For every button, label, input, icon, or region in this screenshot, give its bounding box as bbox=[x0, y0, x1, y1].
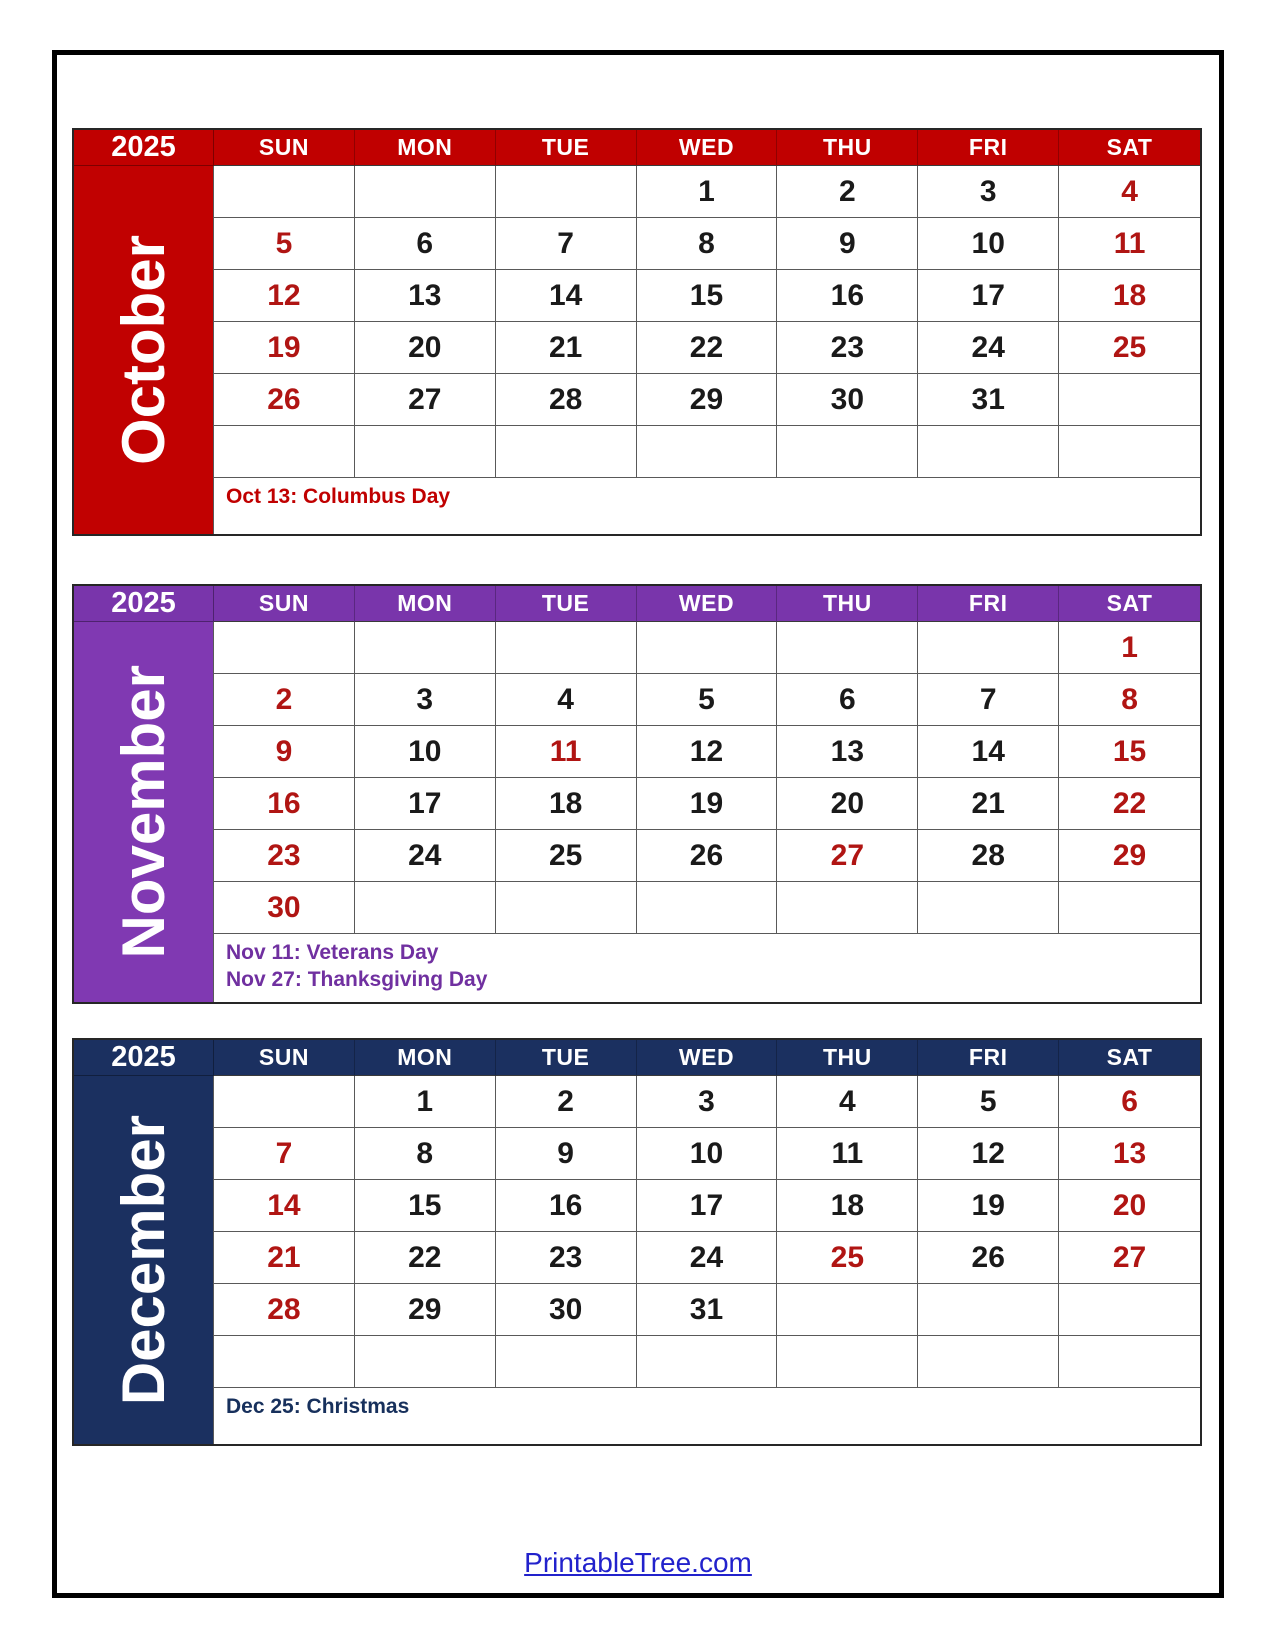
date-cell: 19 bbox=[918, 1180, 1059, 1232]
weekday-header-wed: WED bbox=[637, 586, 778, 622]
holiday-note: Nov 27: Thanksgiving Day bbox=[226, 968, 488, 991]
date-cell: 25 bbox=[496, 830, 637, 882]
date-cell: 26 bbox=[214, 374, 355, 426]
date-cell bbox=[355, 166, 496, 218]
date-cell: 17 bbox=[355, 778, 496, 830]
date-cell: 29 bbox=[355, 1284, 496, 1336]
date-cell: 4 bbox=[777, 1076, 918, 1128]
date-cell: 9 bbox=[777, 218, 918, 270]
date-cell bbox=[496, 1336, 637, 1388]
date-cell bbox=[214, 1336, 355, 1388]
date-cell: 21 bbox=[918, 778, 1059, 830]
date-cell bbox=[1059, 426, 1200, 478]
weekday-header-sun: SUN bbox=[214, 586, 355, 622]
date-cell: 7 bbox=[496, 218, 637, 270]
date-cell: 14 bbox=[214, 1180, 355, 1232]
date-cell: 1 bbox=[1059, 622, 1200, 674]
date-cell bbox=[1059, 1336, 1200, 1388]
date-cell: 30 bbox=[496, 1284, 637, 1336]
date-cell: 25 bbox=[1059, 322, 1200, 374]
month-label: November bbox=[109, 665, 177, 959]
date-cell: 2 bbox=[496, 1076, 637, 1128]
date-cell: 17 bbox=[918, 270, 1059, 322]
date-cell: 4 bbox=[496, 674, 637, 726]
date-cell: 18 bbox=[496, 778, 637, 830]
date-cell bbox=[1059, 1284, 1200, 1336]
weekday-header-tue: TUE bbox=[496, 130, 637, 166]
date-cell: 2 bbox=[214, 674, 355, 726]
year-label: 2025 bbox=[74, 586, 214, 622]
footer bbox=[57, 1547, 1219, 1579]
date-cell: 7 bbox=[214, 1128, 355, 1180]
date-cell: 6 bbox=[777, 674, 918, 726]
date-cell: 29 bbox=[637, 374, 778, 426]
date-cell bbox=[637, 426, 778, 478]
date-cell: 15 bbox=[637, 270, 778, 322]
holiday-notes bbox=[214, 1388, 1200, 1444]
weekday-header-sun: SUN bbox=[214, 1040, 355, 1076]
date-cell: 13 bbox=[1059, 1128, 1200, 1180]
date-cell: 19 bbox=[637, 778, 778, 830]
date-cell: 21 bbox=[496, 322, 637, 374]
date-cell: 16 bbox=[496, 1180, 637, 1232]
weekday-header-thu: THU bbox=[777, 586, 918, 622]
date-cell: 20 bbox=[1059, 1180, 1200, 1232]
weekday-header-mon: MON bbox=[355, 586, 496, 622]
holiday-note: Nov 11: Veterans Day bbox=[226, 941, 439, 964]
date-cell: 8 bbox=[355, 1128, 496, 1180]
date-cell: 10 bbox=[637, 1128, 778, 1180]
date-cell bbox=[777, 882, 918, 934]
date-cell bbox=[637, 622, 778, 674]
holiday-note: Dec 25: Christmas bbox=[226, 1395, 410, 1418]
date-cell bbox=[1059, 374, 1200, 426]
weekday-header-fri: FRI bbox=[918, 130, 1059, 166]
date-cell: 11 bbox=[1059, 218, 1200, 270]
footer-link[interactable]: PrintableTree.com bbox=[524, 1547, 752, 1578]
date-cell: 12 bbox=[918, 1128, 1059, 1180]
month-sidebar bbox=[74, 622, 214, 1002]
date-cell: 15 bbox=[1059, 726, 1200, 778]
date-cell: 22 bbox=[637, 322, 778, 374]
weekday-header-sat: SAT bbox=[1059, 130, 1200, 166]
date-cell: 2 bbox=[777, 166, 918, 218]
calendar-november bbox=[72, 584, 1202, 1004]
date-cell: 10 bbox=[918, 218, 1059, 270]
date-cell: 6 bbox=[1059, 1076, 1200, 1128]
date-cell: 28 bbox=[214, 1284, 355, 1336]
date-cell bbox=[496, 426, 637, 478]
date-cell bbox=[355, 426, 496, 478]
date-cell: 26 bbox=[918, 1232, 1059, 1284]
weekday-header-thu: THU bbox=[777, 130, 918, 166]
date-cell: 20 bbox=[355, 322, 496, 374]
date-cell: 18 bbox=[777, 1180, 918, 1232]
date-cell bbox=[496, 622, 637, 674]
date-cell: 12 bbox=[637, 726, 778, 778]
page-border-frame bbox=[52, 50, 1224, 1598]
date-cell: 8 bbox=[637, 218, 778, 270]
date-cell: 14 bbox=[496, 270, 637, 322]
date-cell: 13 bbox=[355, 270, 496, 322]
date-cell: 16 bbox=[214, 778, 355, 830]
year-label: 2025 bbox=[74, 1040, 214, 1076]
date-cell: 24 bbox=[918, 322, 1059, 374]
date-cell: 31 bbox=[918, 374, 1059, 426]
date-cell: 15 bbox=[355, 1180, 496, 1232]
date-cell bbox=[214, 1076, 355, 1128]
holiday-notes bbox=[214, 478, 1200, 534]
date-cell: 31 bbox=[637, 1284, 778, 1336]
date-cell: 11 bbox=[496, 726, 637, 778]
date-cell: 26 bbox=[637, 830, 778, 882]
date-cell: 5 bbox=[214, 218, 355, 270]
date-cell: 27 bbox=[355, 374, 496, 426]
date-cell: 12 bbox=[214, 270, 355, 322]
date-cell: 5 bbox=[918, 1076, 1059, 1128]
date-cell bbox=[777, 426, 918, 478]
date-cell: 25 bbox=[777, 1232, 918, 1284]
date-cell: 16 bbox=[777, 270, 918, 322]
date-cell: 28 bbox=[918, 830, 1059, 882]
date-cell bbox=[1059, 882, 1200, 934]
weekday-header-mon: MON bbox=[355, 130, 496, 166]
month-label: October bbox=[109, 234, 177, 466]
date-cell bbox=[214, 622, 355, 674]
date-cell: 22 bbox=[355, 1232, 496, 1284]
weekday-header-fri: FRI bbox=[918, 1040, 1059, 1076]
date-cell: 20 bbox=[777, 778, 918, 830]
calendar-december bbox=[72, 1038, 1202, 1446]
year-label: 2025 bbox=[74, 130, 214, 166]
date-cell: 1 bbox=[637, 166, 778, 218]
date-cell bbox=[918, 1284, 1059, 1336]
date-cell: 22 bbox=[1059, 778, 1200, 830]
weekday-header-wed: WED bbox=[637, 1040, 778, 1076]
date-cell: 17 bbox=[637, 1180, 778, 1232]
weekday-header-wed: WED bbox=[637, 130, 778, 166]
date-cell: 18 bbox=[1059, 270, 1200, 322]
date-cell: 8 bbox=[1059, 674, 1200, 726]
calendar-october bbox=[72, 128, 1202, 536]
date-cell: 3 bbox=[355, 674, 496, 726]
holiday-notes bbox=[214, 934, 1200, 1002]
weekday-header-sat: SAT bbox=[1059, 586, 1200, 622]
date-cell: 13 bbox=[777, 726, 918, 778]
date-cell: 29 bbox=[1059, 830, 1200, 882]
date-cell bbox=[918, 426, 1059, 478]
date-cell: 28 bbox=[496, 374, 637, 426]
date-cell: 30 bbox=[777, 374, 918, 426]
date-cell bbox=[496, 166, 637, 218]
date-cell bbox=[355, 882, 496, 934]
date-cell bbox=[918, 622, 1059, 674]
weekday-header-sun: SUN bbox=[214, 130, 355, 166]
weekday-header-mon: MON bbox=[355, 1040, 496, 1076]
weekday-header-tue: TUE bbox=[496, 586, 637, 622]
date-cell: 23 bbox=[214, 830, 355, 882]
date-cell: 27 bbox=[1059, 1232, 1200, 1284]
month-sidebar bbox=[74, 1076, 214, 1444]
date-cell: 14 bbox=[918, 726, 1059, 778]
weekday-header-fri: FRI bbox=[918, 586, 1059, 622]
date-cell: 9 bbox=[214, 726, 355, 778]
date-cell bbox=[355, 1336, 496, 1388]
date-cell: 4 bbox=[1059, 166, 1200, 218]
date-cell: 30 bbox=[214, 882, 355, 934]
date-cell: 10 bbox=[355, 726, 496, 778]
date-cell bbox=[777, 622, 918, 674]
weekday-header-sat: SAT bbox=[1059, 1040, 1200, 1076]
date-cell: 24 bbox=[637, 1232, 778, 1284]
date-cell: 3 bbox=[918, 166, 1059, 218]
date-cell bbox=[918, 882, 1059, 934]
date-cell: 11 bbox=[777, 1128, 918, 1180]
date-cell bbox=[214, 426, 355, 478]
date-cell bbox=[496, 882, 637, 934]
date-cell: 23 bbox=[496, 1232, 637, 1284]
date-cell: 6 bbox=[355, 218, 496, 270]
date-cell: 5 bbox=[637, 674, 778, 726]
date-cell bbox=[214, 166, 355, 218]
date-cell: 23 bbox=[777, 322, 918, 374]
date-cell: 21 bbox=[214, 1232, 355, 1284]
holiday-note: Oct 13: Columbus Day bbox=[226, 485, 451, 508]
date-cell bbox=[637, 882, 778, 934]
date-cell bbox=[918, 1336, 1059, 1388]
date-cell: 1 bbox=[355, 1076, 496, 1128]
date-cell bbox=[777, 1284, 918, 1336]
date-cell: 7 bbox=[918, 674, 1059, 726]
date-cell: 19 bbox=[214, 322, 355, 374]
date-cell bbox=[355, 622, 496, 674]
weekday-header-thu: THU bbox=[777, 1040, 918, 1076]
date-cell: 3 bbox=[637, 1076, 778, 1128]
date-cell bbox=[637, 1336, 778, 1388]
date-cell bbox=[777, 1336, 918, 1388]
month-label: December bbox=[109, 1114, 177, 1406]
weekday-header-tue: TUE bbox=[496, 1040, 637, 1076]
date-cell: 24 bbox=[355, 830, 496, 882]
date-cell: 9 bbox=[496, 1128, 637, 1180]
month-sidebar bbox=[74, 166, 214, 534]
date-cell: 27 bbox=[777, 830, 918, 882]
